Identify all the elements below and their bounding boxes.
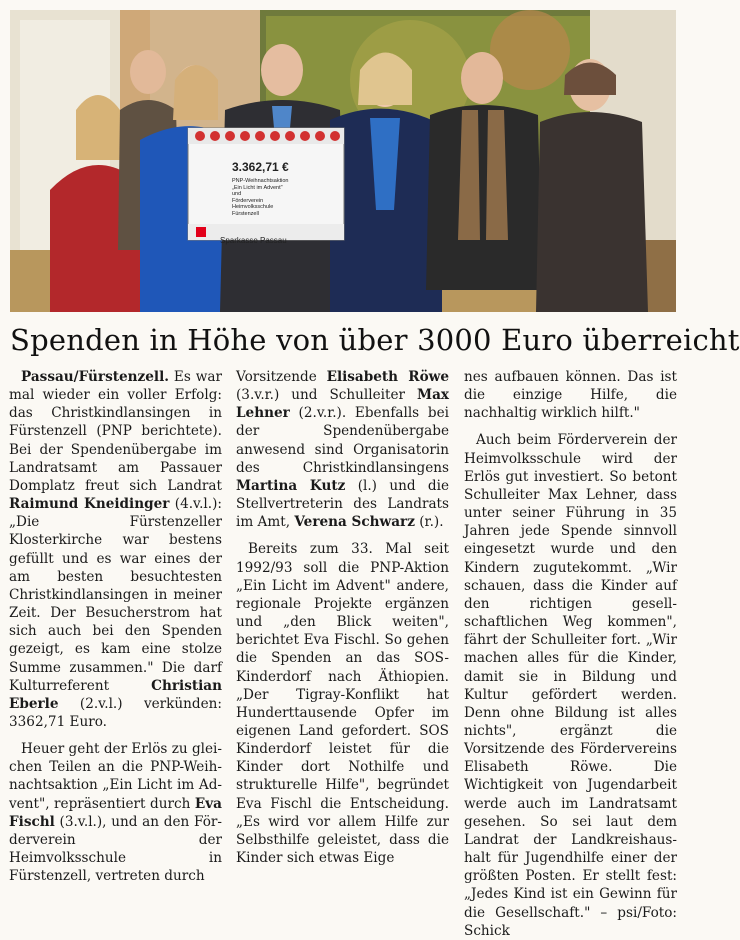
- article-column-2: [236, 368, 449, 867]
- article-column-3: [464, 368, 677, 939]
- check-line-1: PNP-Weihnachtsaktion: [232, 178, 289, 184]
- check-line-6: Fürstenzell: [232, 210, 259, 217]
- paragraph: [9, 740, 222, 885]
- text-run: (r.).: [414, 514, 444, 531]
- text-run: (2.v.l.) verkünden: 3362,71 Euro.: [9, 695, 222, 730]
- person-name: Elisabeth Röwe: [326, 369, 449, 385]
- photo-illustration: [10, 10, 676, 312]
- check-line-4: Förderverein: [232, 197, 264, 204]
- text-run: (2.v.r.). Ebenfalls bei der Spendenübergabe anwesend sind Organisatorin des Christkindlansingens: [236, 405, 449, 476]
- text-run: Vorsitzende: [236, 369, 327, 385]
- check-line-3: und: [232, 191, 242, 197]
- person-name: Christian Eberle: [9, 677, 222, 712]
- check-bank: Sparkasse Passau: [220, 236, 287, 245]
- sparkasse-logo-icon: [196, 227, 206, 237]
- text-run: (4.v.l.): „Die Fürstenzeller Klosterkirche war bestens gefüllt und es war eines der am besten besuchtesten Christkindlansingen in meiner Zeit. Der Besucherstrom hat sich auch bei den Spenden gezeigt, es kam eine stolze Summe zusammen." Die darf Kulturreferent: [9, 496, 222, 694]
- article-column-1: [9, 368, 222, 885]
- text-run: (l.) und die Stellvertreterin des Landrats im Amt,: [236, 477, 449, 531]
- text-run: Es war mal wieder ein voller Erfolg: das Christkindlansingen in Fürstenzell (PNP berichtete). Bei der Spendenübergabe im Landratsamt am Passauer Domplatz freut sich Landrat: [9, 369, 222, 494]
- text-run: Heuer geht der Erlös zu gleichen Teilen an die PNP-Weihnachtsaktion „Ein Licht im Advent", repräsentiert durch: [9, 741, 222, 812]
- person-name: Raimund Kneidinger: [9, 496, 170, 513]
- paragraph: [236, 368, 449, 531]
- dateline: Passau/Fürstenzell.: [21, 369, 169, 385]
- paragraph: [9, 368, 222, 731]
- group-photo: [10, 10, 676, 312]
- check-line-5: Heimvolksschule: [232, 204, 274, 210]
- person-name: Martina Kutz: [236, 477, 346, 494]
- person-name: Eva Fischl: [9, 795, 222, 830]
- person-name: Max Lehner: [236, 387, 449, 422]
- check-amount: 3.362,71 €: [232, 160, 289, 174]
- paragraph: nes aufbauen können. Das ist die einzige Hilfe, die nachhaltig wirklich hilft.": [464, 369, 677, 422]
- article-headline: Spenden in Höhe von über 3000 Euro überreicht: [10, 323, 740, 357]
- check-recipients: [232, 178, 288, 217]
- check-line-2: „Ein Licht im Advent": [232, 184, 283, 191]
- person-name: Verena Schwarz: [294, 514, 415, 531]
- text-run: (3.v.r.) und Schulleiter: [236, 387, 418, 404]
- paragraph: Bereits zum 33. Mal seit 1992/93 soll die PNP-Aktion „Ein Licht im Advent" andere, regionale Projekte ergänzen und „den Blick weiten", berichtet Eva Fischl. So gehen die Spenden an das SOS-Kinderdorf nach Äthiopien. „Der Tigray-Konflikt hat Hunderttausende Opfer im eigenen Land gefordert. SOS Kinderdorf leistet für die Kinder dort Nothilfe und strukturelle Hilfe", begründet Eva Fischl die Entscheidung. „Es wird vor allem Hilfe zur Selbsthilfe geleistet, dass die Kinder sich etwas Eige: [236, 541, 449, 867]
- text-run: (3.v.l.), und an den Förderverein der Heimvolksschule in Fürstenzell, vertreten durch: [9, 813, 222, 885]
- paragraph: Auch beim Förderverein der Heimvolksschule wird der Erlös gut investiert. So betont Schulleiter Max Lehner, dass unter seiner Führung in 35 Jahren jede Spende sinnvoll eingesetzt wurde und den Kindern zugutekommt. „Wir schauen, dass die Kinder auf den richtigen gesellschaftlichen Weg kommen", fährt der Schulleiter fort. „Wir machen alles für die Kinder, damit sie in Bildung und Kultur gefördert werden. Denn ohne Bildung ist alles nichts", ergänzt die Vorsitzende des Fördervereins Elisabeth Röwe. Die Wichtigkeit von Jugendarbeit werde auch im Landratsamt gesehen. So sei laut dem Landrat der Landkreishaushalt für Jugendhilfe einer der größten Posten. Er stellt fest: „Jedes Kind ist ein Gewinn für die Gesellschaft." – psi/Foto: Schick: [464, 432, 677, 939]
